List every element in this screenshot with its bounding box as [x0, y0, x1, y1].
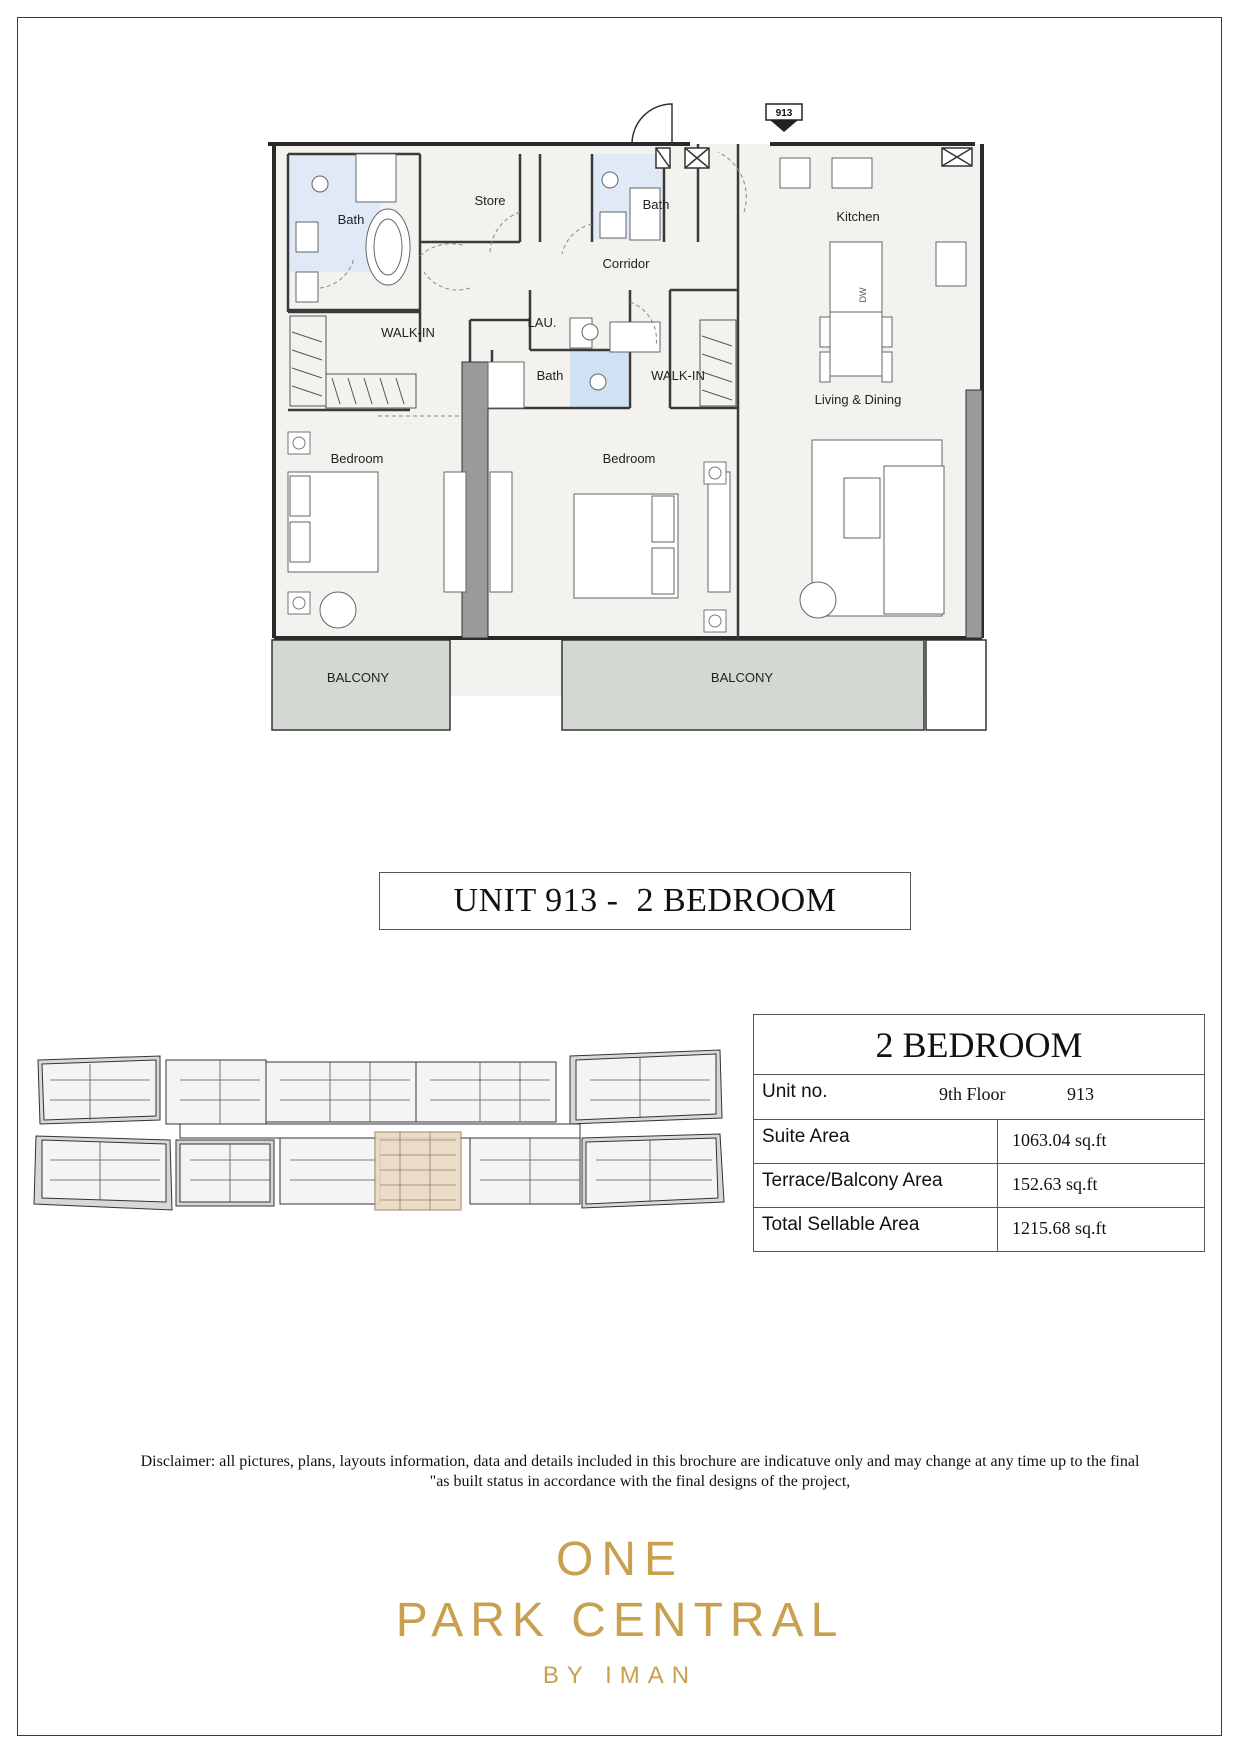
key-plan-unit-highlight — [375, 1132, 461, 1210]
room-label-bedroom2: Bedroom — [602, 451, 656, 466]
room-label-walkin2: WALK-IN — [651, 368, 705, 383]
spec-heading: 2 BEDROOM — [754, 1015, 1205, 1075]
unit-tag — [766, 104, 802, 132]
balcony-1-area — [272, 640, 450, 730]
balcony-neighbour — [926, 640, 986, 730]
spec-row — [754, 1208, 1205, 1252]
logo-line-1: ONE — [555, 1533, 684, 1586]
logo-line-3: BY IMAN — [542, 1662, 698, 1689]
disclaimer-line-1: Disclaimer: all pictures, plans, layouts information, data and details included in this brochure are indicatuve only and may change at any time up to the final — [140, 1453, 1140, 1470]
room-label-lau: LAU. — [527, 315, 557, 330]
room-label-bath1: Bath — [337, 212, 365, 227]
spec-unit-row — [754, 1075, 1205, 1120]
key-plan — [30, 1040, 730, 1240]
spec-row-label: Total Sellable Area — [754, 1208, 998, 1252]
entry-door — [632, 104, 672, 144]
room-label-balcony1: BALCONY — [326, 670, 390, 685]
brand-logo — [360, 1530, 880, 1696]
unit-title-box — [379, 872, 911, 930]
spec-row — [754, 1164, 1205, 1208]
floor-value: 9th Floor — [939, 1084, 1006, 1104]
unit-no-value: 913 — [1067, 1084, 1094, 1104]
unit-no-label: Unit no. — [762, 1081, 828, 1102]
spec-row-value: 152.63 sq.ft — [998, 1164, 1205, 1208]
balcony-2-area — [562, 640, 924, 730]
unit-tag-label: 913 — [775, 108, 793, 119]
spec-row — [754, 1120, 1205, 1164]
spec-row-value: 1063.04 sq.ft — [998, 1120, 1205, 1164]
dishwasher-label: DW — [858, 287, 868, 303]
room-label-bath3: Bath — [536, 368, 564, 383]
unit-title: UNIT 913 - 2 BEDROOM — [453, 882, 837, 919]
room-label-kitchen: Kitchen — [836, 209, 880, 224]
disclaimer — [70, 1452, 1210, 1492]
room-label-walkin1: WALK-IN — [381, 325, 435, 340]
spec-table — [753, 1014, 1205, 1252]
logo-line-2: PARK CENTRAL — [395, 1594, 845, 1647]
room-label-bath2: Bath — [642, 197, 670, 212]
room-label-store: Store — [474, 193, 506, 208]
room-label-corridor: Corridor — [602, 256, 650, 271]
spec-row-label: Suite Area — [754, 1120, 998, 1164]
room-label-bedroom1: Bedroom — [330, 451, 384, 466]
disclaimer-line-2: "as built status in accordance with the final designs of the project, — [429, 1473, 851, 1490]
spec-row-value: 1215.68 sq.ft — [998, 1208, 1205, 1252]
wall-column-2 — [966, 390, 982, 638]
spec-row-label: Terrace/Balcony Area — [754, 1164, 998, 1208]
room-label-living: Living & Dining — [814, 392, 902, 407]
floor-plan — [260, 92, 990, 742]
room-label-balcony2: BALCONY — [710, 670, 774, 685]
